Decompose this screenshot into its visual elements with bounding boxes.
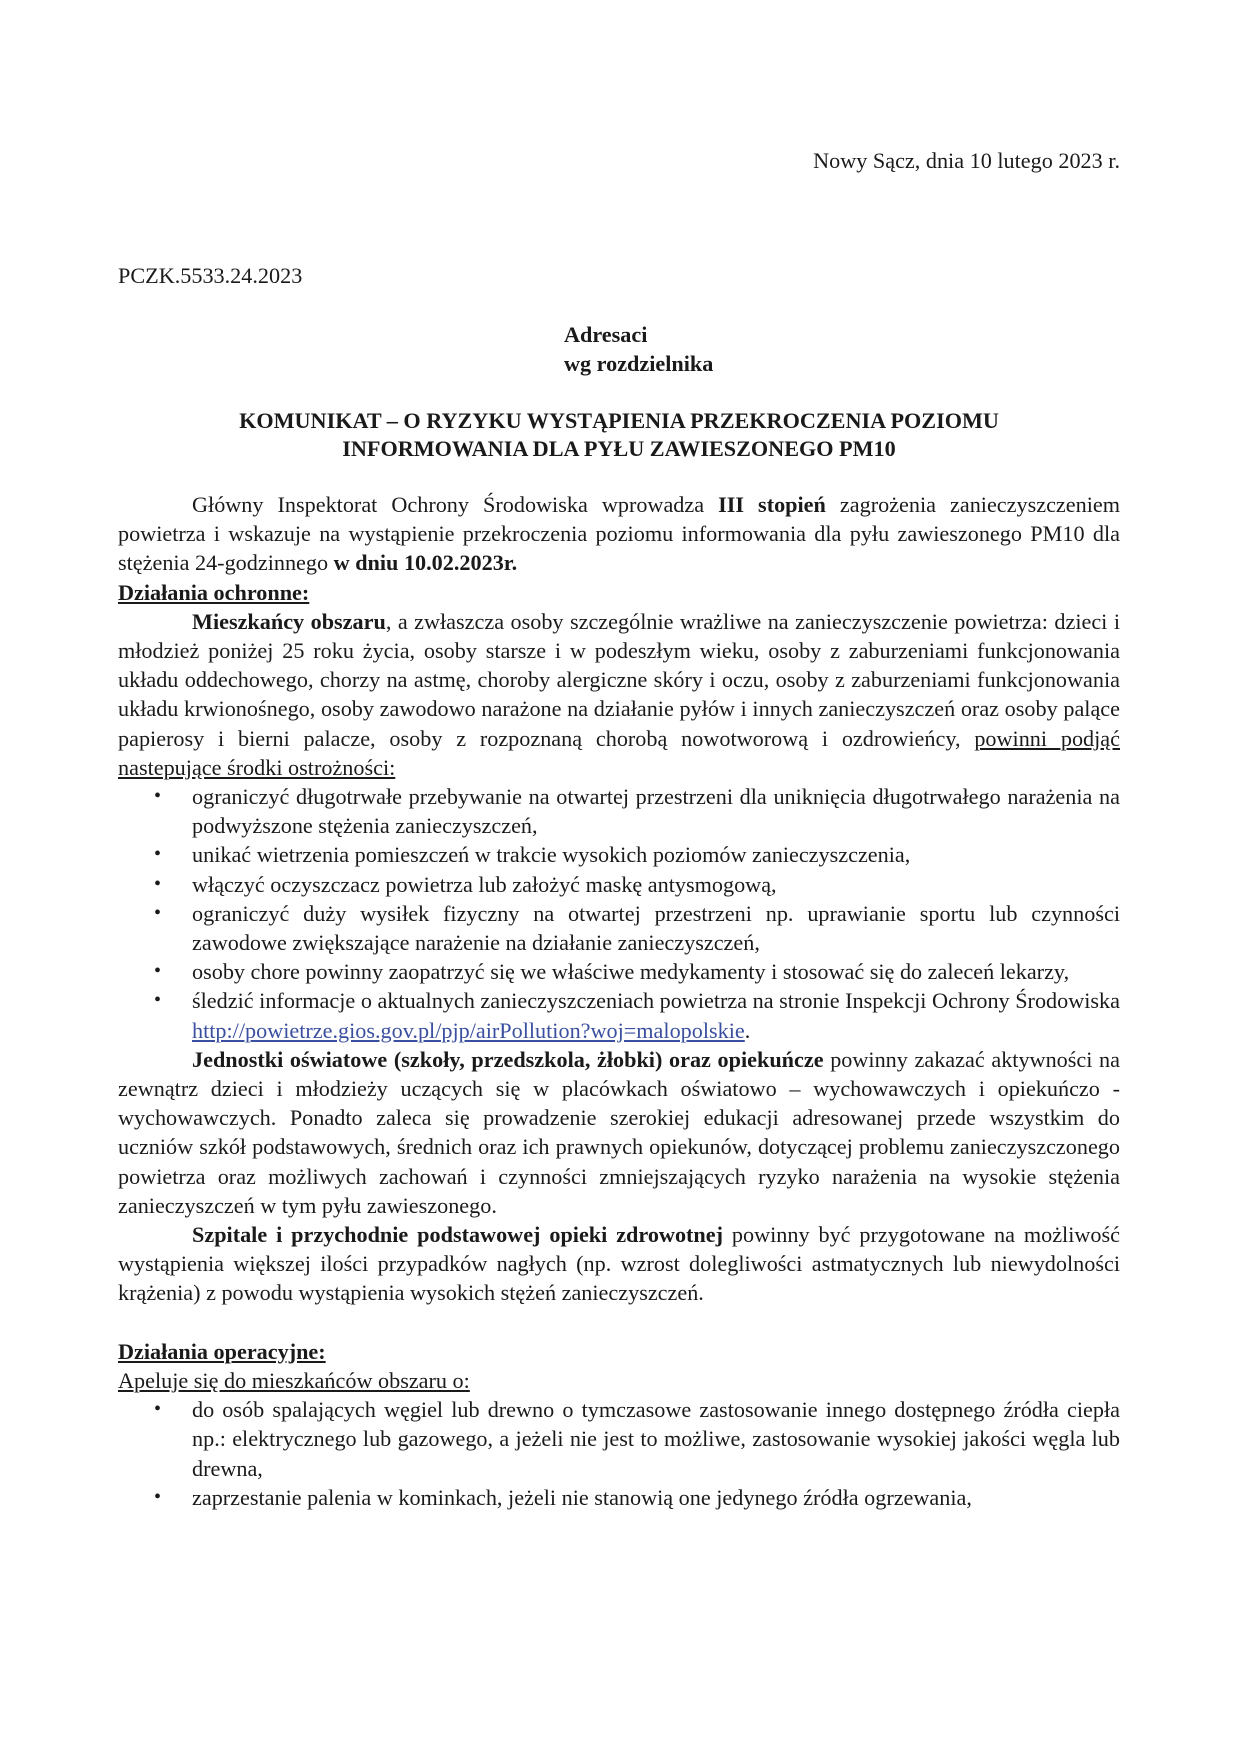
spacer — [118, 1308, 1120, 1337]
bullet-icon: • — [154, 785, 162, 808]
bullet-icon: • — [154, 843, 162, 866]
addressee-line2: wg rozdzielnika — [564, 351, 714, 376]
residents-paragraph — [118, 607, 1120, 782]
reference-number: PCZK.5533.24.2023 — [118, 263, 303, 288]
list-item-text: zaprzestanie palenia w kominkach, jeżeli nie stanowią one jedynego źródła ogrzewania, — [192, 1484, 972, 1510]
list-item-text: unikać wietrzenia pomieszczeń w trakcie wysokich poziomów zanieczyszczenia, — [192, 842, 911, 868]
bullet-icon: • — [154, 872, 162, 895]
intro-alert-level: III stopień — [718, 492, 826, 517]
intro-text-2: zagrożenia zanieczyszczeniem powietrza i wskazuje na wystąpienie przekroczenia poziomu informowania dla pyłu zawieszonego PM10 dla stężenia 24-godzinnego — [118, 492, 1120, 576]
title-line2: INFORMOWANIA DLA PYŁU ZAWIESZONEGO PM10 — [342, 436, 896, 461]
list-item-text: ograniczyć długotrwałe przebywanie na otwartej przestrzeni dla uniknięcia długotrwałego narażenia na podwyższone stężenia zanieczyszczeń, — [192, 784, 1120, 839]
document-title — [118, 407, 1120, 463]
protective-bullet-list — [118, 782, 1120, 1045]
schools-bold: Jednostki oświatowe (szkoły, przedszkola, żłobki) oraz opiekuńcze — [192, 1046, 824, 1072]
bullet-icon: • — [154, 1485, 162, 1508]
addressee-line1: Adresaci — [564, 322, 648, 347]
residents-text: , a zwłaszcza osoby szczególnie wrażliwe na zanieczyszczenie powietrza: dzieci i młodzież poniżej 25 roku życia, osoby starsze i w podeszłym wieku, osoby z zaburzeniami funkcjonowania układu oddechowego, chorzy na astmę, choroby alergiczne skóry i oczu, osoby z zaburzeniami funkcjonowania układu krwionośnego, osoby zawodowo narażone na działanie pyłów i innych zanieczyszczeń oraz osoby palące papierosy i bierni palacze, osoby z rozpoznaną chorobą nowotworową i ozdrowieńcy, — [118, 608, 1120, 751]
list-item — [118, 840, 1120, 869]
bullet-icon: • — [154, 960, 162, 983]
bullet-icon: • — [154, 901, 162, 924]
bullet-icon: • — [154, 1398, 162, 1421]
list-item — [118, 870, 1120, 899]
hospitals-text: powinny być przygotowane na możliwość wystąpienia większej ilości przypadków nagłych (np. wzrost dolegliwości astmatycznych lub niewydolności krążenia) z powodu wystąpienia wysokich stężeń zanieczyszczeń. — [118, 1222, 1120, 1306]
list-item — [118, 957, 1120, 986]
residents-bold: Mieszkańcy obszaru — [192, 608, 386, 634]
schools-paragraph — [118, 1045, 1120, 1220]
intro-paragraph — [118, 490, 1120, 578]
list-item-text: włączyć oczyszczacz powietrza lub założyć maskę antysmogową, — [192, 871, 777, 897]
addressee-block — [564, 320, 713, 378]
intro-date: w dniu 10.02.2023r. — [333, 550, 518, 576]
list-item-text: osoby chore powinny zaopatrzyć się we właściwe medykamenty i stosować się do zaleceń lekarzy, — [192, 959, 1070, 985]
list-item — [118, 782, 1120, 840]
bullet-icon: • — [154, 989, 162, 1012]
schools-text: powinny zakazać aktywności na zewnątrz dzieci i młodzieży uczących się w placówkach oświatowo – wychowawczych i opiekuńczo - wychowawczych. Ponadto zaleca się prowadzenie szerokiej edukacji adresowanej przede wszystkim do uczniów szkół podstawowych, średnich oraz ich prawnych opiekunów, dotyczącej problemu zanieczyszczonego powietrza oraz możliwych zachowań i czynności zmniejszających ryzyko narażenia na wysokie stężenia zanieczyszczeń w tym pyłu zawieszonego. — [118, 1046, 1120, 1218]
operational-bullet-list — [118, 1395, 1120, 1512]
hospitals-bold: Szpitale i przychodnie podstawowej opieki zdrowotnej — [192, 1222, 724, 1248]
list-item — [118, 986, 1120, 1044]
residents-underlined: powinni podjąć nastepujące środki ostrożności: — [118, 725, 1120, 780]
list-item-text: do osób spalających węgiel lub drewno o tymczasowe zastosowanie innego dostępnego źródła ciepła np.: elektrycznego lub gazowego, a jeżeli nie jest to możliwe, zastosowanie wysokiej jakości węgla lub drewna, — [192, 1397, 1120, 1481]
list-item-text: śledzić informacje o aktualnych zanieczyszczeniach powietrza na stronie Inspekcji Ochrony Środowiska — [192, 988, 1120, 1014]
list-item-text: ograniczyć duży wysiłek fizyczny na otwartej przestrzeni np. uprawianie sportu lub czynności zawodowe zwiększające narażenie na działanie zanieczyszczeń, — [192, 900, 1120, 956]
title-line1: KOMUNIKAT – O RYZYKU WYSTĄPIENIA PRZEKROCZENIA POZIOMU — [239, 408, 999, 433]
document-body — [118, 490, 1120, 1512]
place-date: Nowy Sącz, dnia 10 lutego 2023 r. — [813, 148, 1120, 173]
intro-text-1: Główny Inspektorat Ochrony Środowiska wprowadza — [192, 492, 719, 517]
hospitals-paragraph — [118, 1220, 1120, 1308]
gios-air-pollution-link[interactable]: http://powietrze.gios.gov.pl/pjp/airPollution?woj=malopolskie — [192, 1017, 745, 1043]
operational-appeal: Apeluje się do mieszkańców obszaru o: — [118, 1367, 470, 1393]
list-item — [118, 1395, 1120, 1483]
list-item-end: . — [744, 1017, 751, 1043]
list-item — [118, 1483, 1120, 1512]
protective-heading: Działania ochronne: — [118, 579, 310, 605]
list-item — [118, 899, 1120, 957]
operational-heading: Działania operacyjne: — [118, 1338, 326, 1364]
